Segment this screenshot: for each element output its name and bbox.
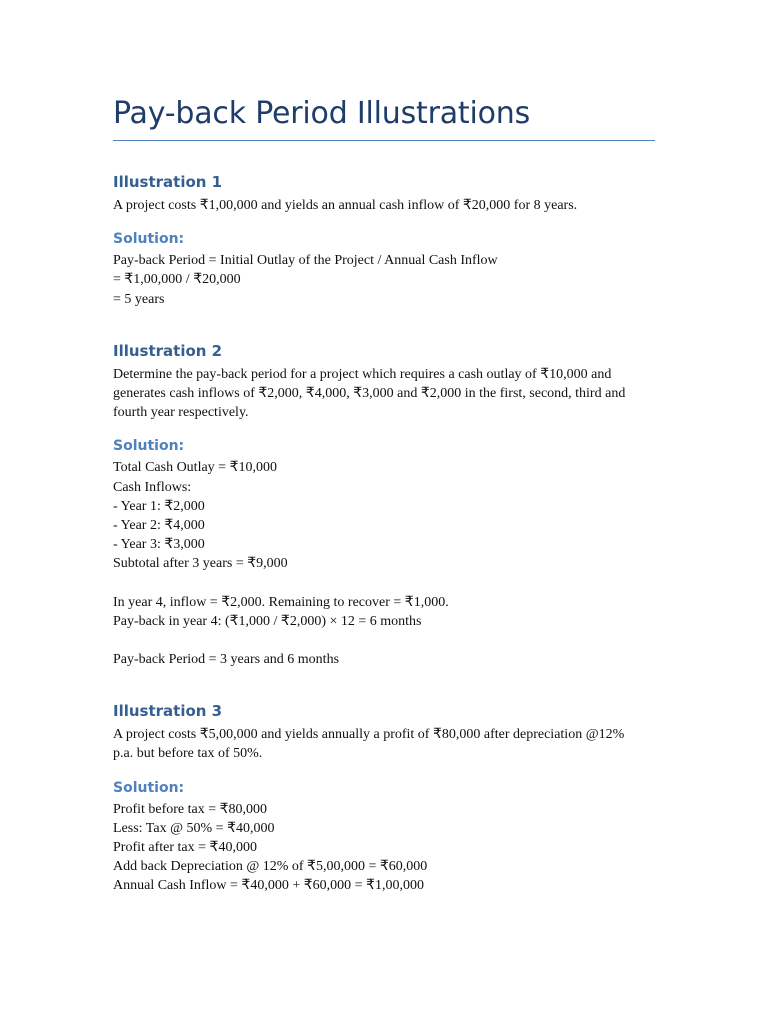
solution-line: - Year 1: ₹2,000 — [113, 498, 205, 514]
problem-line: fourth year respectively. — [113, 405, 249, 421]
solution-line: Profit before tax = ₹80,000 — [113, 801, 268, 817]
solution-line: - Year 3: ₹3,000 — [113, 537, 205, 553]
problem-line: Determine the pay-back period for a project which requires a cash outlay of ₹10,000 and — [113, 366, 612, 382]
solution-line: Cash Inflows: — [113, 479, 192, 495]
illustration-3-problem — [113, 725, 655, 763]
solution-line: Less: Tax @ 50% = ₹40,000 — [113, 820, 275, 836]
problem-line: generates cash inflows of ₹2,000, ₹4,000, ₹3,000 and ₹2,000 in the first, second, third and — [113, 386, 626, 402]
illustration-1-solution-label: Solution: — [113, 231, 185, 248]
document-page — [113, 94, 655, 896]
solution-line: Subtotal after 3 years = ₹9,000 — [113, 556, 288, 572]
solution-line: Pay-back Period = Initial Outlay of the Project / Annual Cash Inflow — [113, 253, 498, 269]
illustration-2-solution — [113, 458, 655, 573]
solution-line: Total Cash Outlay = ₹10,000 — [113, 460, 277, 476]
illustration-2-heading: Illustration 2 — [113, 341, 223, 360]
solution-line: Profit after tax = ₹40,000 — [113, 840, 257, 856]
illustration-2-solution-label: Solution: — [113, 438, 185, 455]
solution-line: - Year 2: ₹4,000 — [113, 518, 205, 534]
calculation-line: Pay-back in year 4: (₹1,000 / ₹2,000) × 12 = 6 months — [113, 613, 422, 629]
solution-line: Annual Cash Inflow = ₹40,000 + ₹60,000 = ₹1,00,000 — [113, 878, 424, 894]
illustration-3-solution — [113, 800, 655, 896]
illustration-2-result: Pay-back Period = 3 years and 6 months — [113, 652, 340, 668]
illustration-1-heading: Illustration 1 — [113, 173, 223, 191]
illustration-1-solution — [113, 251, 655, 309]
illustration-2-calculation — [113, 593, 655, 631]
calculation-line: In year 4, inflow = ₹2,000. Remaining to recover = ₹1,000. — [113, 594, 449, 610]
illustration-3-solution-label: Solution: — [113, 779, 185, 796]
solution-line: = ₹1,00,000 / ₹20,000 — [113, 272, 241, 288]
problem-line: A project costs ₹5,00,000 and yields annually a profit of ₹80,000 after depreciation @12% — [113, 727, 625, 743]
solution-line: = 5 years — [113, 291, 165, 307]
problem-line: p.a. but before tax of 50%. — [113, 746, 263, 762]
page-title: Pay-back Period Illustrations — [113, 94, 655, 141]
illustration-3-heading: Illustration 3 — [113, 702, 223, 721]
illustration-2-problem — [113, 365, 655, 423]
illustration-1-problem: A project costs ₹1,00,000 and yields an annual cash inflow of ₹20,000 for 8 years. — [113, 198, 578, 213]
solution-line: Add back Depreciation @ 12% of ₹5,00,000 = ₹60,000 — [113, 859, 428, 875]
